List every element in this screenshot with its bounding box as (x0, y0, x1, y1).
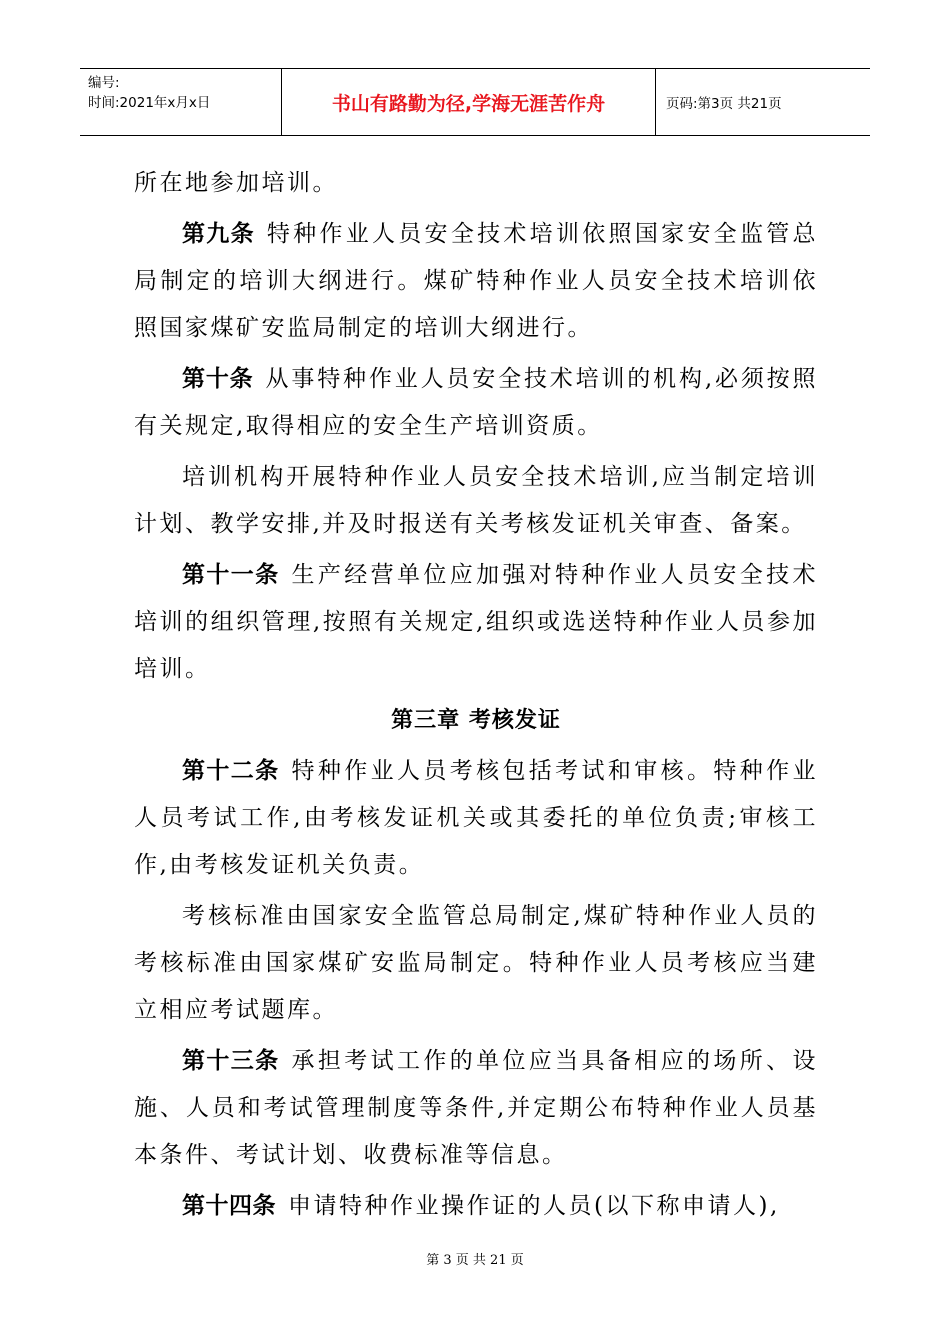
article-number: 第九条 (182, 221, 255, 247)
paragraph-text: 特种作业人员安全技术培训依照国家安全监管总局制定的培训大纲进行。煤矿特种作业人员安全技术培训依照国家煤矿安监局制定的培训大纲进行。 (134, 221, 819, 341)
paragraph (134, 1183, 818, 1230)
document-body (134, 160, 818, 1234)
paragraph-group-1 (134, 160, 818, 693)
document-date: 时间:2021年x月x日 (88, 95, 211, 111)
paragraph (134, 552, 818, 693)
paragraph-group-2 (134, 748, 818, 1230)
paragraph-text: 申请特种作业操作证的人员(以下称申请人), (288, 1193, 780, 1219)
article-number: 第十三条 (182, 1048, 280, 1074)
page-footer: 第 3 页 共 21 页 (426, 1253, 524, 1268)
paragraph (134, 893, 818, 1034)
chapter-title: 第三章 考核发证 (391, 708, 561, 733)
document-number-label: 编号: (88, 75, 120, 91)
paragraph (134, 211, 818, 352)
article-number: 第十四条 (182, 1193, 276, 1219)
paragraph-text: 生产经营单位应加强对特种作业人员安全技术培训的组织管理,按照有关规定,组织或选送特种作业人员参加培训。 (134, 562, 819, 682)
article-number: 第十一条 (182, 562, 280, 588)
paragraph-text: 从事特种作业人员安全技术培训的机构,必须按照有关规定,取得相应的安全生产培训资质。 (134, 366, 819, 439)
paragraph-text: 承担考试工作的单位应当具备相应的场所、设施、人员和考试管理制度等条件,并定期公布特种作业人员基本条件、考试计划、收费标准等信息。 (134, 1048, 819, 1168)
paragraph-text: 培训机构开展特种作业人员安全技术培训,应当制定培训计划、教学安排,并及时报送有关考核发证机关审查、备案。 (134, 464, 818, 537)
paragraph (134, 160, 818, 207)
header-page-info: 页码:第3页 共21页 (666, 96, 782, 112)
header-meta (80, 69, 282, 135)
paragraph (134, 454, 818, 548)
page-header (80, 68, 870, 136)
article-number: 第十二条 (182, 758, 280, 784)
article-number: 第十条 (182, 366, 254, 392)
paragraph (134, 748, 818, 889)
header-motto: 书山有路勤为径,学海无涯苦作舟 (282, 69, 656, 135)
paragraph-text: 特种作业人员考核包括考试和审核。特种作业人员考试工作,由考核发证机关或其委托的单位负责;审核工作,由考核发证机关负责。 (134, 758, 819, 878)
paragraph (134, 356, 818, 450)
paragraph-text: 所在地参加培训。 (134, 170, 338, 196)
paragraph (134, 1038, 818, 1179)
paragraph-text: 考核标准由国家安全监管总局制定,煤矿特种作业人员的考核标准由国家煤矿安监局制定。特种作业人员考核应当建立相应考试题库。 (134, 903, 818, 1023)
